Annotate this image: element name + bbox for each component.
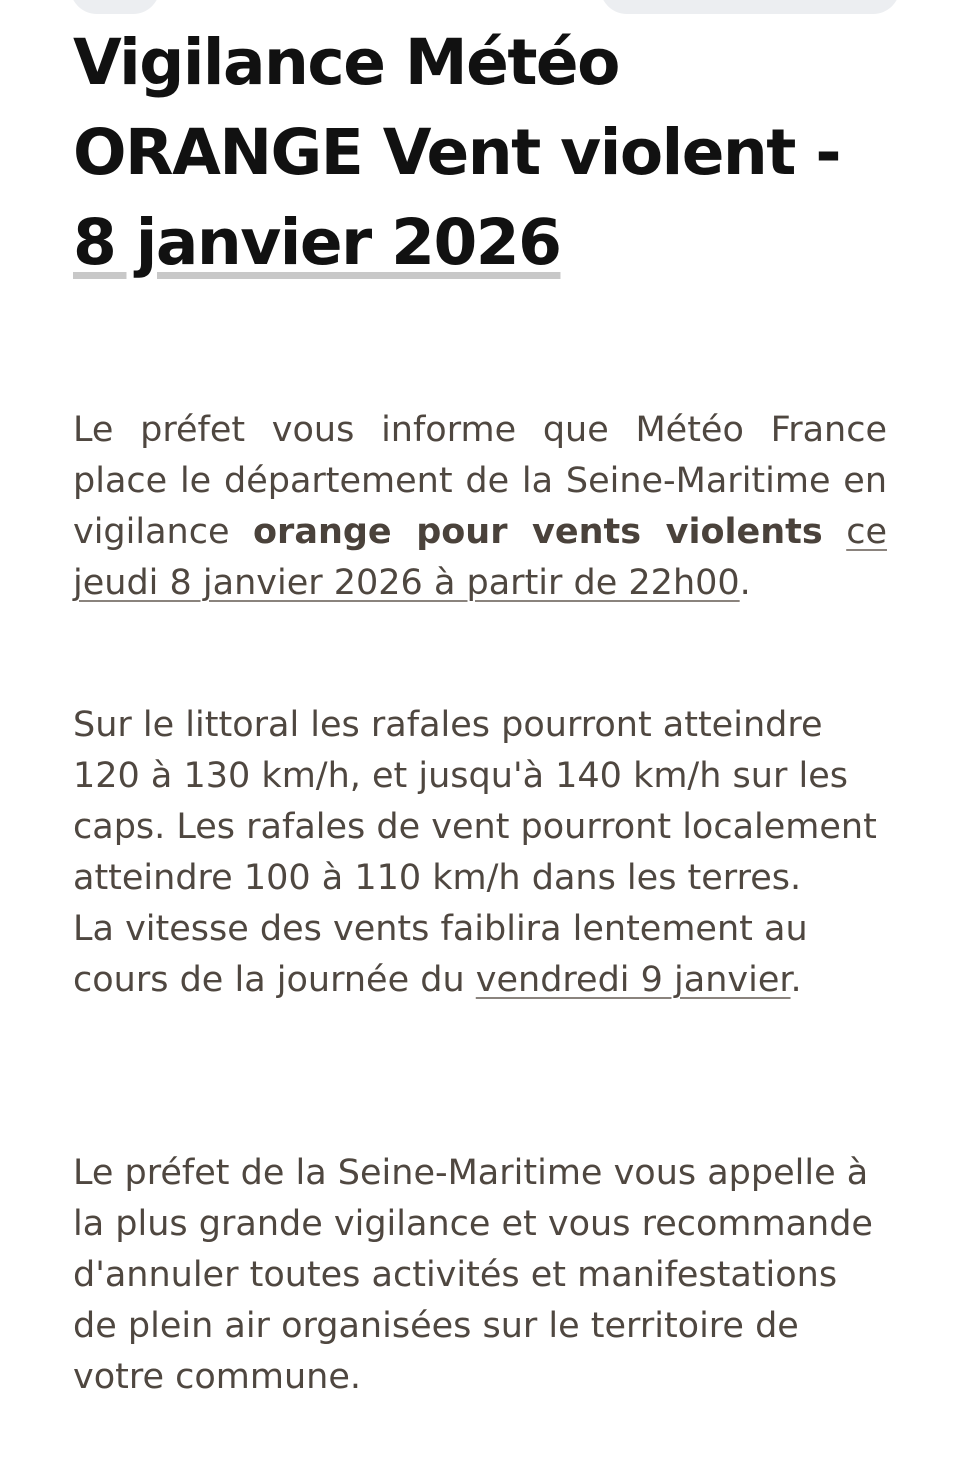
announcement-intro: Le préfet vous informe que Météo France place le département de la Seine-Maritime en vigilance <box>73 410 887 552</box>
title-line-2: ORANGE Vent violent - <box>73 116 840 189</box>
friday-date-link[interactable]: vendredi 9 janvier <box>475 960 791 1000</box>
wind-decrease-text: La vitesse des vents faiblira lentement au cours de la journée du <box>73 909 808 1000</box>
announcement-alert-level: orange pour vents violents <box>253 512 823 552</box>
wind-gust-text: Sur le littoral les rafales pourront atteindre 120 à 130 km/h, et jusqu'à 140 km/h sur les caps. Les rafales de vent pourront localement atteindre 100 à 110 km/h dans les terres. <box>73 705 877 898</box>
top-address-pill[interactable] <box>600 0 900 14</box>
paragraph-announcement: Le préfet vous informe que Météo France place le département de la Seine-Maritime en vigilance orange pour vents violents ce jeudi 8 janvier 2026 à partir de 22h00. <box>73 410 887 603</box>
title-date-link[interactable]: 8 janvier 2026 <box>73 206 561 279</box>
page-title <box>73 18 903 288</box>
title-line-1: Vigilance Météo <box>73 26 619 99</box>
paragraph-recommendation: Le préfet de la Seine-Maritime vous appelle à la plus grande vigilance et vous recommande d'annuler toutes activités et manifestations de plein air organisées sur le territoire de votre commune. <box>73 1153 873 1397</box>
announcement-date-link[interactable]: ce jeudi 8 janvier 2026 à partir de 22h00 <box>73 512 887 603</box>
top-tab-pill[interactable] <box>70 0 160 14</box>
paragraph-wind-details: Sur le littoral les rafales pourront atteindre 120 à 130 km/h, et jusqu'à 140 km/h sur les caps. Les rafales de vent pourront localement atteindre 100 à 110 km/h dans les terres. La vitesse des vents faiblira lentement au cours de la journée du vendredi 9 janvier. <box>73 700 887 1006</box>
